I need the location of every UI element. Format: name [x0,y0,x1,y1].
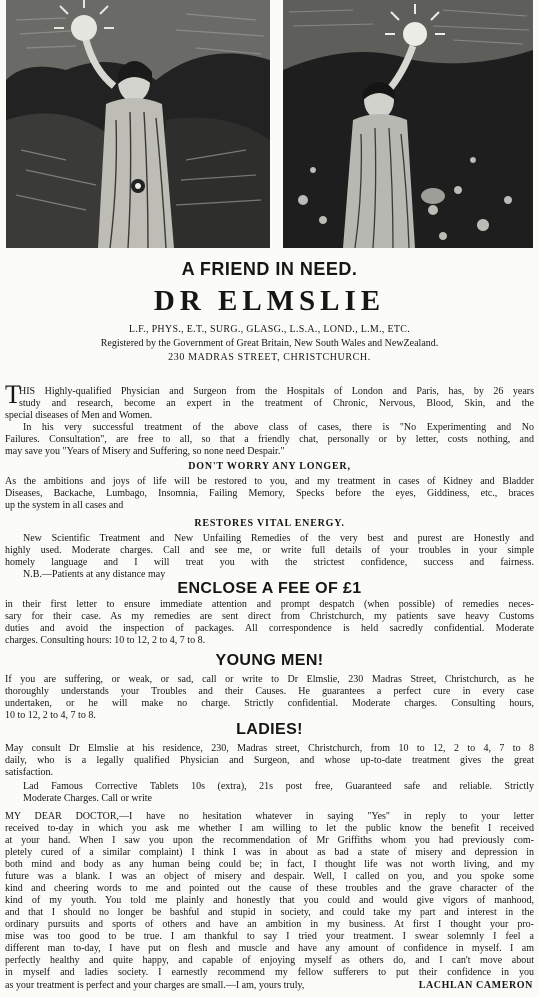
testimonial-line: different man to-day, I have put on flesh and muscle and have any amount of confidence in myself. I am [5,943,534,954]
left-woodcut-illustration [6,0,270,248]
intro-line: study and research, become an expert in the treatment of Chronic, Nervous, Blood, Skin, and the [19,398,534,409]
testimonial-signature: LACHLAN CAMERON [418,980,533,991]
testimonial-line: MY DEAR DOCTOR,—I have no hesitation whatever in saying "Yes" in reply to your letter [5,811,534,822]
testimonial-line: in myself and ladies society. I earnestly recommend my fellow sufferers to put their confidence in you [5,967,534,978]
young-men-line: undertaken, or he will make no charge. Strictly confidential. Moderate charges. Consulting hours, [5,698,534,709]
ladies-line: May consult Dr Elmslie at his residence, 230, Madras street, Christchurch, from 10 to 12, 2 to 4, 7 to 8 [5,743,534,754]
worry-line: up the system in all cases and [5,500,124,511]
fee-line: in their first letter to ensure immediate attention and prompt despatch (when possible) of remedies neces- [5,599,534,610]
ladies-line: satisfaction. [5,767,54,778]
advert-heading: A FRIEND IN NEED. [181,259,358,279]
young-men-line: thoroughly understands your Troubles and their Causes. He guarantees a perfect cure in every case [5,686,534,697]
intro-line: In his very successful treatment of the above class of cases, there is "No Experimenting and No [23,422,534,433]
street-address: 230 MADRAS STREET, CHRISTCHURCH. [168,352,371,363]
ladies-line: Lad Famous Corrective Tablets 10s (extra), 21s post free, Guaranteed safe and reliable. Strictly [23,781,534,792]
intro-line: may save you "Years of Misery and Suffering, so none need Despair." [5,446,285,457]
worry-line: As the ambitions and joys of life will be restored to you, and my treatment in cases of Kidney and Bladder [5,476,534,487]
young-men-heading: YOUNG MEN! [215,652,324,669]
fee-heading: ENCLOSE A FEE OF £1 [177,580,362,597]
young-men-line: 10 to 12, 2 to 4, 7 to 8. [5,710,96,721]
testimonial-line: kind of my youth. You told me plainly and honestly that you could and would give vigors of manhood, [5,895,534,906]
testimonial-line: pletely cured of a similar complaint) I think I was in about as bad a state of misery and depression in [5,847,534,858]
vital-line: homely language and I will treat you with the strictest confidence, success and fairness. [5,557,534,568]
testimonial-line: and that I should no longer be bashful and stupid in society, and could take my part and interest in the [5,907,534,918]
testimonial-line: at your hand. When I saw you upon the recommendation of Mr Griffiths whom you had previously com- [5,835,534,846]
lamp-bearer-figure-left [6,0,270,248]
testimonial-line: kind and cheering words to me and pointed out the cause of these troubles and the grave character of the [5,883,534,894]
testimonial-line: both mind and body as any human being could be; in fact, I thought life was not worth living, and my [5,859,534,870]
ladies-heading: LADIES! [236,721,303,738]
drop-cap: T [5,380,21,409]
right-woodcut-illustration [283,0,533,248]
ladies-line: Moderate Charges. Call or write [23,793,152,804]
testimonial-line: received to-day in which you ask me whether I am willing to let the public know the benefit I received [5,823,534,834]
worry-heading: DON'T WORRY ANY LONGER, [188,461,351,472]
vital-energy-heading: RESTORES VITAL ENERGY. [194,518,345,529]
intro-line: HIS Highly-qualified Physician and Surgeon from the Hospitals of London and Paris, has, by 26 years [19,386,534,397]
testimonial-line: perfectly healthy and quite happy, and capable of enjoying myself as others do, and I can't move about [5,955,534,966]
doctor-credentials: L.F., PHYS., E.T., SURG., GLASG., L.S.A., LOND., L.M., ETC. [128,324,411,335]
testimonial-line: as your treatment is perfect and your charges are small.—I am, yours truly, [5,980,305,991]
testimonial-line: future was a blank. I was an object of misery and despair. Well, I called on you, and you spoke some [5,871,534,882]
intro-line: Failures. Consultation", are free to all, so that a friendly chat, personally or by letter, costs nothing, and [5,434,534,445]
worry-line: Diseases, Backache, Lumbago, Insomnia, Failing Memory, Specks before the eyes, Giddiness, etc., braces [5,488,534,499]
testimonial-line: mise was too good to be true. I am thankful to say I tried your treatment. I swear solemnly I feel a [5,931,534,942]
intro-line: special diseases of Men and Women. [5,410,153,421]
vital-line: highly used. Moderate charges. Call and see me, or write full details of your troubles in your simple [5,545,534,556]
fee-line: duties and avoid the inspection of packages. All correspondence is held sacredly confidential. Moderate [5,623,534,634]
testimonial-line: ordinary pursuits and sports of others and have an ambition in my business. At first I thought your pro- [5,919,534,930]
ladies-line: daily, who is a legally qualified Physician and Surgeon, and whose up-to-date treatment gives the great [5,755,534,766]
fee-line: sary for their case. As my remedies are sent direct from Christchurch, my patients save heavy Customs [5,611,534,622]
vital-line: New Scientific Treatment and New Unfailing Remedies of the very best and purest are Honestly and [23,533,534,544]
lamp-bearer-figure-right [283,0,533,248]
vital-line: N.B.—Patients at any distance may [23,569,166,580]
young-men-line: If you are suffering, or weak, or sad, call or write to Dr Elmslie, 230 Madras Street, Christchurch, as he [5,674,534,685]
fee-line: charges. Consulting hours: 10 to 12, 2 to 4, 7 to 8. [5,635,206,646]
registration-line: Registered by the Government of Great Britain, New South Wales and NewZealand. [100,338,439,349]
doctor-name: DR ELMSLIE [153,285,386,317]
